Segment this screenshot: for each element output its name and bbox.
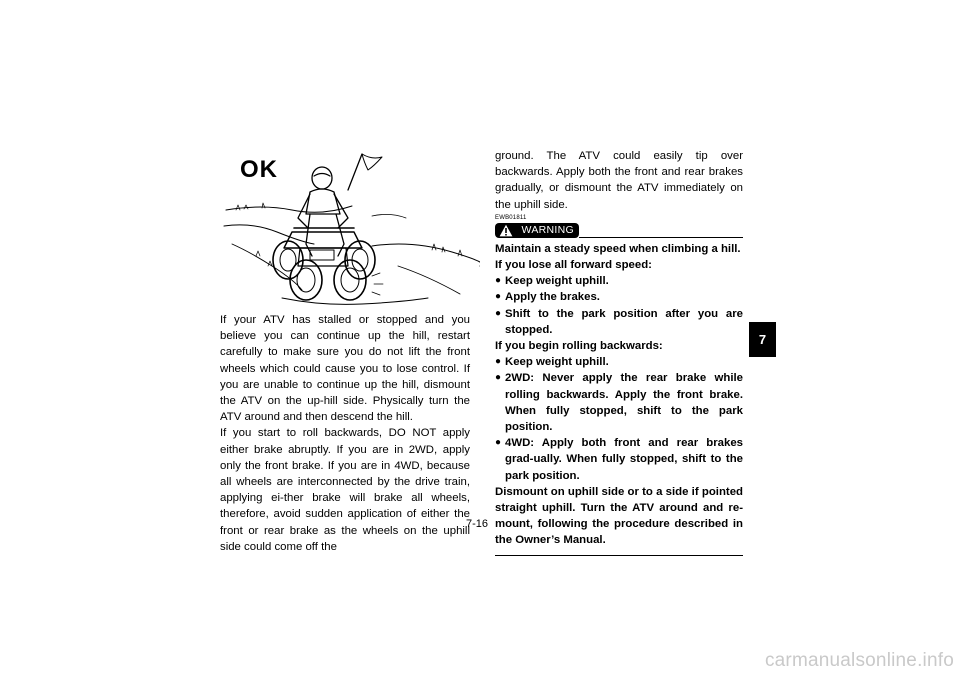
warning-intro: Maintain a steady speed when climbing a hill. bbox=[495, 242, 741, 255]
rolling-heading: If you begin rolling backwards: bbox=[495, 340, 663, 353]
list-item: ● 2WD: Never apply the rear brake while rolling backwards. Apply the front brake. When fully stopped, shift to the park position. bbox=[495, 372, 743, 434]
watermark: carmanualsonline.info bbox=[764, 650, 954, 671]
bullet-icon: ● bbox=[495, 356, 502, 368]
bullet-icon: ● bbox=[495, 307, 502, 319]
list-item: ● Keep weight uphill. bbox=[495, 273, 743, 289]
warning-rule bbox=[579, 237, 743, 238]
bullet-icon: ● bbox=[495, 291, 502, 303]
paragraph-rolling-back: If you start to roll backwards, DO NOT apply either brake abruptly. If you are in 2WD, apply only the front brake. If you are in 4WD, because all wheels are interconnected by the drive train, applying ei-ther brake will brake all wheels, therefore, avoid sudden application of either the front or rear brake as the wheels on the uphill side could come off the bbox=[220, 427, 470, 553]
atv-illustration bbox=[222, 148, 480, 308]
warning-closing: Dismount on uphill side or to a side if pointed straight uphill. Turn the ATV around and re-mount, following the procedure described in the Owner’s Manual. bbox=[495, 485, 743, 547]
lost-speed-heading: If you lose all forward speed: bbox=[495, 259, 652, 272]
warning-header bbox=[495, 223, 743, 241]
list-item: ● Shift to the park position after you are stopped. bbox=[495, 307, 743, 336]
paragraph-continuation: ground. The ATV could easily tip over backwards. Apply both the front and rear brakes gradually, or dismount the ATV immediately on the uphill side. bbox=[495, 150, 743, 211]
ok-label: OK bbox=[240, 156, 278, 183]
warning-badge bbox=[495, 223, 579, 238]
warning-label: WARNING bbox=[521, 224, 574, 237]
page-number: 7-16 bbox=[466, 518, 489, 530]
warning-code: EWB01811 bbox=[495, 214, 527, 221]
bullet-icon: ● bbox=[495, 437, 502, 449]
warning-body bbox=[495, 241, 743, 549]
list-item: ● 4WD: Apply both front and rear brakes grad-ually. When fully stopped, shift to the park position. bbox=[495, 437, 743, 482]
chapter-tab: 7 bbox=[749, 322, 776, 357]
list-item: ● Keep weight uphill. bbox=[495, 354, 743, 370]
left-column bbox=[220, 312, 470, 555]
paragraph-stalled: If your ATV has stalled or stopped and you believe you can continue up the hill, restart carefully to make sure you do not lift the front wheels which could cause you to lose control. If you are unable to continue up the hill, dismount the ATV on the up-hill side. Physically turn the ATV around and then descend the hill. bbox=[220, 314, 470, 424]
right-column bbox=[495, 148, 743, 556]
bullet-icon: ● bbox=[495, 275, 502, 287]
bullet-icon: ● bbox=[495, 372, 502, 384]
list-item: ● Apply the brakes. bbox=[495, 289, 743, 305]
warning-triangle-icon bbox=[499, 224, 513, 237]
warning-end-rule bbox=[495, 555, 743, 556]
